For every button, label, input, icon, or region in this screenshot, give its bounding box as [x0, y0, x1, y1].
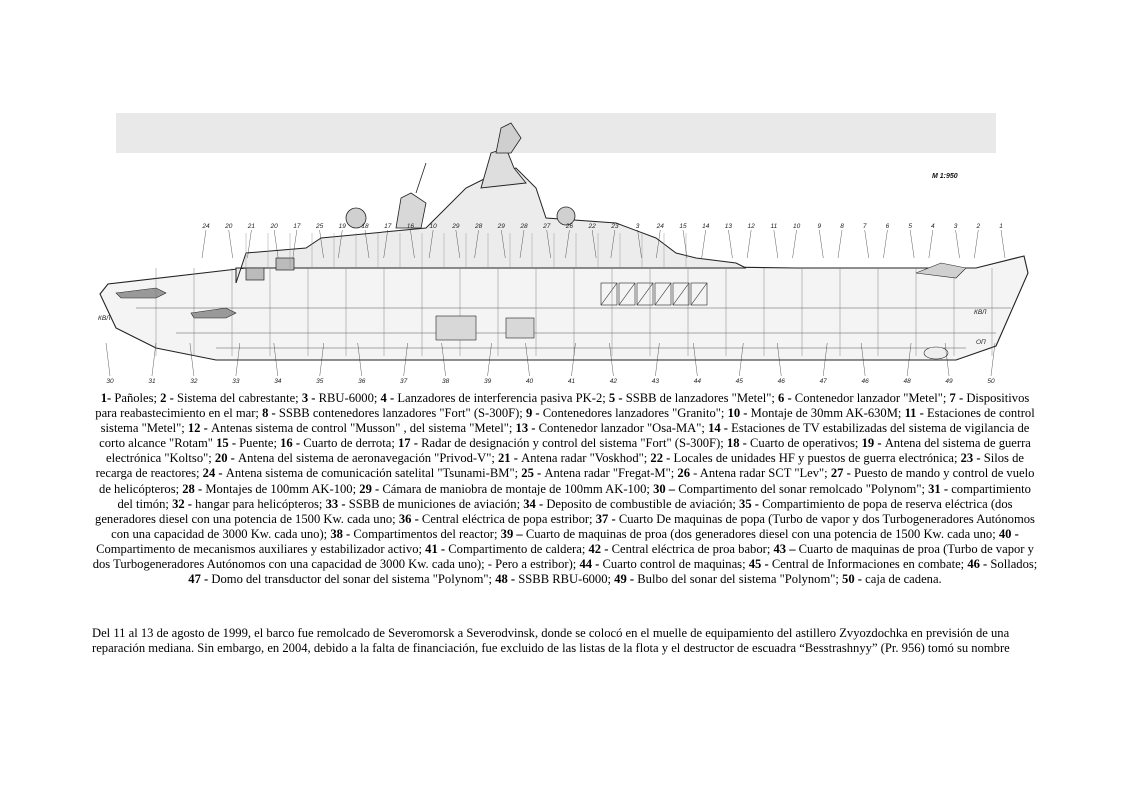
legend-number: 5 [608, 391, 616, 405]
legend-separator: - [386, 391, 398, 405]
legend-separator: - [200, 421, 211, 436]
waterline-label: КВЛ [974, 309, 987, 316]
legend-separator: - [916, 406, 927, 421]
legend-separator: - [437, 541, 449, 556]
antenna-mast [416, 163, 426, 193]
legend-number: 27 [830, 466, 844, 481]
callout-number: 26 [565, 223, 574, 230]
legend-number: 44 [579, 557, 593, 572]
legend-number: 11 [904, 406, 917, 421]
callout-number: 14 [702, 223, 710, 230]
reactor-compartment [436, 316, 476, 340]
callout-number: 46 [861, 378, 869, 385]
callout-number: 16 [406, 223, 415, 230]
legend-number: 50 [842, 572, 855, 587]
component-legend [92, 391, 1038, 587]
callout-leader [929, 230, 933, 258]
legend-text: Deposito de combustible de aviación; [546, 496, 740, 511]
callout-number: 21 [247, 223, 256, 230]
legend-number: 37 [595, 511, 609, 526]
legend-number: 22 [650, 451, 664, 466]
legend-number: 39 [500, 526, 514, 541]
history-paragraph: Del 11 al 13 de agosto de 1999, el barco fue remolcado de Severomorsk a Severodvinsk, donde se colocó en el muelle de equipamiento del astillero Zvyozdochka en previsión de una reparación mediana. Sin embargo, en 2004, debido a la falta de financiación, fue excluido de las listas de la flota y el destructor de escuadra “Besstrashnyy” (Pr. 956) tomó su nombre [92, 626, 1010, 656]
callout-leader [883, 230, 887, 258]
callout-leader [774, 230, 778, 258]
legend-text: Compartimentos del reactor; [353, 526, 501, 541]
legend-separator: - [308, 391, 319, 405]
legend-text: Montajes de 100mm AK-100; [205, 481, 360, 496]
callout-number: 34 [274, 378, 282, 385]
legend-separator: - [184, 496, 196, 511]
legend-number: 18 [726, 436, 740, 451]
legend-number: 9 [525, 406, 533, 421]
callout-leader [838, 230, 842, 258]
legend-number: 10 [727, 406, 741, 421]
legend-separator: – [786, 541, 799, 556]
legend-text: Compartimento de caldera; [448, 541, 589, 556]
legend-text: SSBB de lanzadores "Metel"; [625, 391, 778, 405]
callout-number: 12 [747, 223, 755, 230]
callout-number: 24 [656, 223, 664, 230]
callout-number: 42 [609, 378, 618, 385]
callout-number: 32 [190, 378, 198, 385]
legend-text: Cuarto control de maquinas; [602, 557, 749, 572]
legend-separator: - [854, 572, 866, 587]
legend-separator: - [410, 436, 422, 451]
legend-separator: – [513, 526, 526, 541]
callout-number: 11 [770, 223, 778, 230]
legend-text: Antena radar SCT "Lev"; [699, 466, 831, 481]
legend-separator: - [268, 406, 279, 421]
legend-text: Montaje de 30mm AK-630M; [750, 406, 905, 421]
legend-text: Locales de unidades HF y puestos de guerra electrónica; [673, 451, 961, 466]
legend-number: 30 [653, 481, 666, 496]
callout-number: 38 [442, 378, 450, 385]
legend-number: 25 [521, 466, 534, 481]
callout-leader [1001, 230, 1005, 258]
legend-separator: - [689, 466, 700, 481]
callout-number: 20 [270, 223, 278, 230]
callout-number: 15 [679, 223, 687, 230]
legend-separator: - [528, 421, 539, 436]
legend-number: 41 [425, 541, 438, 556]
legend-separator: - [215, 466, 226, 481]
legend-separator: - [608, 511, 619, 526]
legend-text: Radar de designación y control del sistema "Fort" (S-300F); [421, 436, 727, 451]
callout-leader [728, 230, 732, 258]
callout-number: 29 [452, 223, 460, 230]
legend-text: Contenedor lanzador "Osa-MA"; [538, 421, 709, 436]
legend-separator: - [940, 481, 952, 496]
legend-number: 28 [182, 481, 195, 496]
callout-number: 7 [862, 223, 867, 230]
legend-separator: - [973, 451, 984, 466]
callout-leader [747, 230, 751, 258]
legend-number: 33 [325, 496, 339, 511]
callout-number: 13 [724, 223, 733, 230]
callout-number: 48 [903, 378, 911, 385]
callout-leader [702, 230, 706, 258]
legend-text: Antena sistema de comunicación satelital "Tsunami-BM"; [225, 466, 522, 481]
legend-separator: - [533, 466, 545, 481]
callout-number: 3 [953, 223, 958, 230]
scale-label: M 1:950 [932, 173, 958, 180]
legend-number: 19 [861, 436, 875, 451]
keel-label: ОП [976, 339, 986, 346]
legend-text: Estaciones de TV estabilizadas del sistema de vigilancia de corto alcance "Rotam" [99, 421, 1030, 451]
legend-separator: - [535, 496, 547, 511]
legend-separator: - [626, 572, 638, 587]
legend-number: 2 [160, 391, 167, 405]
legend-number: 43 [773, 541, 787, 556]
callout-number: 5 [908, 223, 912, 230]
callout-leader [229, 230, 233, 258]
callout-number: 20 [225, 223, 233, 230]
legend-text: Contenedor lanzador "Metel"; [794, 391, 950, 405]
legend-separator: - [292, 436, 304, 451]
callout-number: 2 [976, 223, 981, 230]
legend-separator: - [739, 436, 751, 451]
legend-number: 26 [677, 466, 690, 481]
legend-separator: - [194, 481, 206, 496]
callout-number: 17 [293, 223, 301, 230]
legend-number: 20 [214, 451, 228, 466]
legend-number: 6 [778, 391, 785, 405]
legend-separator: - [342, 526, 354, 541]
legend-number: 42 [588, 541, 602, 556]
legend-separator: - [663, 451, 674, 466]
legend-text: Antenas sistema de control "Musson" , del sistema "Metel"; [210, 421, 516, 436]
legend-number: 38 [330, 526, 343, 541]
legend-text: Dispositivos para reabastecimiento en el mar; [95, 391, 1030, 421]
callout-number: 10 [792, 223, 801, 230]
callout-number: 27 [543, 223, 551, 230]
legend-separator: - [751, 496, 763, 511]
legend-text: SSBB RBU-6000; [518, 572, 615, 587]
callout-number: 43 [651, 378, 659, 385]
legend-separator: - [371, 481, 383, 496]
callout-number: 24 [202, 223, 210, 230]
legend-text: Compartimento del sonar remolcado "Polynom"; [678, 481, 929, 496]
legend-separator: - [338, 496, 349, 511]
legend-text: Contenedores lanzadores "Granito"; [542, 406, 728, 421]
callout-leader [683, 230, 687, 258]
legend-text: Cuarto de derrota; [303, 436, 398, 451]
legend-text: caja de cadena. [865, 572, 942, 587]
callout-number: 41 [567, 378, 576, 385]
legend-number: 21 [498, 451, 511, 466]
legend-text: Cuarto de maquinas de proa (dos generadores diesel con una potencia de 1500 Kw. cada uno; [525, 526, 999, 541]
legend-separator: - [166, 391, 177, 405]
callout-number: 17 [384, 223, 392, 230]
legend-text: Compartimiento de popa de reserva eléctrica (dos generadores diesel con una potencia de 1500 Kw. cada uno; [95, 496, 1013, 526]
callout-number: 44 [693, 378, 701, 385]
legend-separator: - [761, 557, 772, 572]
legend-separator: - [411, 511, 422, 526]
callout-number: 47 [819, 378, 827, 385]
legend-text: Central de Informaciones en combate; [771, 557, 968, 572]
legend-separator: - [592, 557, 603, 572]
legend-text: Lanzadores de interferencia pasiva PK-2; [397, 391, 609, 405]
callout-number: 18 [361, 223, 369, 230]
legend-number: 16 [280, 436, 293, 451]
callout-number: 10 [429, 223, 437, 230]
callout-number: 45 [735, 378, 743, 385]
legend-number: 40 [998, 526, 1012, 541]
callout-leader [819, 230, 823, 258]
legend-number: 48 [495, 572, 508, 587]
legend-text: SSBB contenedores lanzadores "Fort" (S-300F); [278, 406, 526, 421]
main-mast [481, 148, 526, 188]
legend-text: Central eléctrica de proa babor; [611, 541, 774, 556]
legend-number: 13 [515, 421, 529, 436]
callout-number: 40 [525, 378, 534, 385]
callout-number: 6 [885, 223, 890, 230]
legend-separator: - [979, 557, 991, 572]
legend-number: 49 [614, 572, 627, 587]
legend-number: 8 [262, 406, 269, 421]
callout-number: 33 [232, 378, 240, 385]
legend-text: Bulbo del sonar del sistema "Polynom"; [637, 572, 843, 587]
callout-leader [793, 230, 797, 258]
legend-number: 32 [172, 496, 185, 511]
legend-separator: - [228, 436, 240, 451]
machinery-compartment [506, 318, 534, 338]
legend-text: Compartimento de mecanismos auxiliares y estabilizador activo; [96, 541, 426, 556]
sonar-bulb [924, 347, 948, 359]
legend-number: 23 [960, 451, 974, 466]
callout-number: 22 [588, 223, 596, 230]
legend-separator: - [740, 406, 751, 421]
legend-text: Antena radar "Voskhod"; [521, 451, 651, 466]
legend-separator: - [200, 572, 212, 587]
gun-mount [246, 268, 264, 280]
legend-number: 34 [523, 496, 536, 511]
callout-number: 36 [358, 378, 366, 385]
callout-number: 35 [316, 378, 324, 385]
legend-number: 3 [301, 391, 309, 405]
legend-number: 1 [100, 391, 107, 405]
legend-separator: - [874, 436, 885, 451]
legend-text: Antena del sistema de aeronavegación "Privod-V"; [238, 451, 498, 466]
legend-separator: - [510, 451, 522, 466]
callout-leader [152, 343, 156, 376]
legend-separator: – [665, 481, 679, 496]
legend-text: Antena del sistema de guerra electrónica "Koltso"; [106, 436, 1031, 466]
callout-number: 23 [611, 223, 619, 230]
callout-number: 28 [474, 223, 483, 230]
legend-text: Central eléctrica de popa estribor; [421, 511, 596, 526]
callout-number: 29 [497, 223, 505, 230]
legend-separator: - [227, 451, 239, 466]
callout-number: 39 [483, 378, 492, 385]
legend-text: Estaciones de control sistema "Metel"; [100, 406, 1035, 436]
callout-number: 49 [945, 378, 953, 385]
waterline-label: КВЛ [98, 315, 111, 322]
legend-text: SSBB de municiones de aviación; [348, 496, 524, 511]
callout-number: 19 [338, 223, 346, 230]
legend-separator: - [532, 406, 543, 421]
callout-number: 9 [817, 223, 822, 230]
legend-number: 24 [202, 466, 216, 481]
legend-number: 15 [216, 436, 229, 451]
callout-leader [910, 230, 914, 258]
legend-separator: - [107, 391, 115, 405]
legend-text: Cuarto De maquinas de popa (Turbo de vapor y dos Turbogeneradores Autónomos con una capacidad de 3000 Kw. cada uno); [111, 511, 1035, 541]
legend-text: RBU-6000; [318, 391, 381, 405]
legend-number: 47 [188, 572, 201, 587]
callout-leader [865, 230, 869, 258]
legend-separator: - [955, 391, 967, 405]
legend-number: 36 [398, 511, 412, 526]
legend-separator: - [1011, 526, 1019, 541]
legend-text: Sollados; [990, 557, 1038, 572]
ship-profile-svg [96, 108, 1036, 390]
callout-number: 1 [999, 223, 1003, 230]
callout-number: 4 [931, 223, 935, 230]
legend-text: Cuarto de maquinas de proa (Turbo de vapor y dos Turbogeneradores Autónomos con una capacidad de 3000 Kw. cada uno); - Pero a estribor); [92, 541, 1034, 572]
legend-number: 17 [397, 436, 411, 451]
callout-number: 37 [400, 378, 408, 385]
ship-cutaway-drawing [96, 108, 1036, 390]
legend-text: Sistema del cabrestante; [176, 391, 302, 405]
legend-number: 46 [967, 557, 980, 572]
faded-background-band [116, 113, 996, 153]
legend-separator: - [615, 391, 626, 405]
legend-number: 31 [928, 481, 941, 496]
callout-number: 50 [987, 378, 995, 385]
legend-number: 4 [380, 391, 387, 405]
callout-leader [974, 230, 978, 258]
legend-text: Silos de recarga de reactores; [95, 451, 1024, 481]
legend-text: Puente; [239, 436, 281, 451]
callout-leader [956, 230, 960, 258]
legend-text: Cuarto de operativos; [750, 436, 862, 451]
callout-number: 31 [148, 378, 156, 385]
legend-separator: - [720, 421, 732, 436]
legend-number: 45 [748, 557, 762, 572]
callout-number: 46 [777, 378, 785, 385]
legend-separator: - [601, 541, 612, 556]
legend-text: hangar para helicópteros; [195, 496, 326, 511]
callout-number: 3 [635, 223, 640, 230]
legend-text: compartimiento del timón; [117, 481, 1031, 511]
callout-number: 8 [840, 223, 844, 230]
gun-mount [276, 258, 294, 270]
callout-number: 25 [315, 223, 324, 230]
legend-text: Pañoles; [114, 391, 161, 405]
legend-separator: - [784, 391, 795, 405]
legend-number: 7 [949, 391, 956, 405]
callout-leader [106, 343, 110, 376]
legend-number: 14 [708, 421, 721, 436]
legend-number: 29 [359, 481, 372, 496]
legend-text: Domo del transductor del sonar del sistema "Polynom"; [211, 572, 496, 587]
legend-separator: - [507, 572, 519, 587]
legend-number: 35 [739, 496, 752, 511]
legend-text: Puesto de mando y control de vuelo de helicópteros; [99, 466, 1035, 496]
legend-text: Antena radar "Fregat-M"; [544, 466, 678, 481]
legend-number: 12 [187, 421, 201, 436]
legend-separator: - [843, 466, 854, 481]
callout-leader [202, 230, 206, 258]
callout-number: 28 [520, 223, 528, 230]
callout-number: 30 [106, 378, 114, 385]
legend-text: Cámara de maniobra de montaje de 100mm AK-100; [382, 481, 654, 496]
